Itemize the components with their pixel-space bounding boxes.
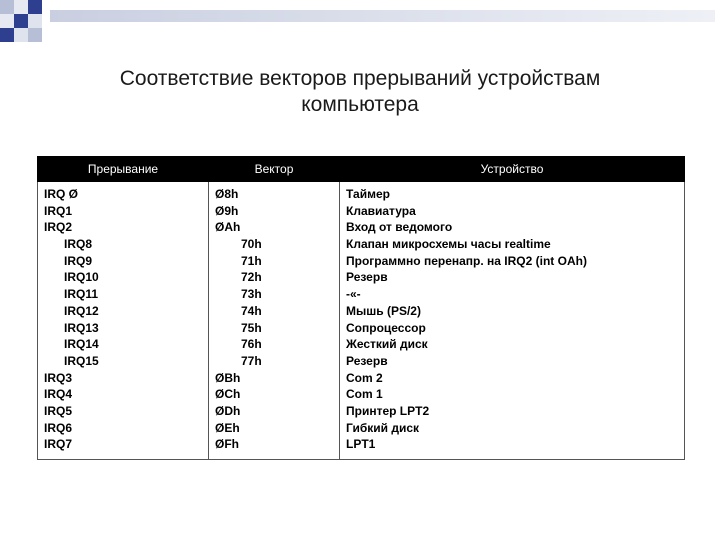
vector-cell: 70h — [241, 237, 262, 252]
decor-square — [28, 0, 42, 14]
top-decor-bar — [50, 10, 715, 22]
vector-cell: ØBh — [215, 370, 241, 385]
decor-square — [14, 14, 28, 28]
vector-cell: ØAh — [215, 220, 241, 235]
interrupt-cell: IRQ6 — [44, 420, 73, 435]
vector-cell: Ø9h — [215, 203, 239, 218]
table-body-row — [38, 182, 685, 460]
interrupt-cell: IRQ12 — [64, 303, 99, 318]
vector-cell: ØCh — [215, 387, 241, 402]
device-cell: Гибкий диск — [346, 420, 420, 435]
decor-square — [0, 0, 14, 14]
vector-cell: ØEh — [215, 420, 240, 435]
vector-cell: Ø8h — [215, 187, 239, 201]
slide-title — [60, 66, 660, 118]
interrupt-cell: IRQ15 — [64, 353, 99, 368]
device-cell: Жесткий диск — [346, 337, 428, 352]
interrupt-cell: IRQ13 — [64, 320, 99, 335]
device-cell: Вход от ведомого — [346, 220, 453, 235]
interrupt-cell: IRQ11 — [64, 287, 99, 302]
device-cell: Com 1 — [346, 387, 383, 402]
device-cell: -«- — [346, 287, 361, 302]
title-line-2: компьютера — [301, 93, 419, 116]
interrupt-column — [38, 182, 209, 460]
device-cell: Таймер — [346, 187, 390, 201]
vector-cell: 77h — [241, 353, 262, 368]
vector-cell: 71h — [241, 253, 262, 268]
vector-cell: 72h — [241, 270, 262, 285]
table-header-row — [38, 157, 685, 182]
device-cell: Клапан микросхемы часы realtime — [346, 237, 551, 252]
interrupt-cell: IRQ3 — [44, 370, 73, 385]
interrupt-cell: IRQ4 — [44, 387, 73, 402]
device-cell: Мышь (PS/2) — [346, 303, 421, 318]
decor-square — [14, 0, 28, 14]
vector-cell: ØFh — [215, 437, 239, 452]
device-cell: LPT1 — [346, 437, 376, 452]
title-line-1: Соответствие векторов прерываний устройствам — [119, 67, 601, 90]
device-column — [340, 182, 685, 460]
decor-square — [0, 28, 14, 42]
device-cell: Резерв — [346, 270, 388, 285]
decor-square — [28, 14, 42, 28]
device-cell: Com 2 — [346, 370, 383, 385]
interrupt-cell: IRQ5 — [44, 403, 73, 418]
device-cell: Программно перенапр. на IRQ2 (int OAh) — [346, 253, 587, 268]
vector-cell: 75h — [241, 320, 262, 335]
decor-square — [28, 28, 42, 42]
device-cell: Клавиатура — [346, 203, 416, 218]
interrupt-vector-table — [37, 156, 685, 460]
device-cell: Резерв — [346, 353, 388, 368]
decor-square — [14, 28, 28, 42]
interrupt-cell: IRQ1 — [44, 203, 73, 218]
header-device: Устройство — [340, 157, 685, 182]
interrupt-cell: IRQ10 — [64, 270, 99, 285]
interrupt-cell: IRQ14 — [64, 337, 99, 352]
interrupt-cell: IRQ7 — [44, 437, 73, 452]
vector-cell: 74h — [241, 303, 262, 318]
vector-cell: 76h — [241, 337, 262, 352]
header-vector: Вектор — [209, 157, 340, 182]
interrupt-cell: IRQ8 — [64, 237, 93, 252]
vector-cell: 73h — [241, 287, 262, 302]
device-cell: Принтер LPT2 — [346, 403, 430, 418]
interrupt-cell: IRQ Ø — [44, 187, 79, 201]
header-interrupt: Прерывание — [38, 157, 209, 182]
interrupt-cell: IRQ9 — [64, 253, 93, 268]
vector-cell: ØDh — [215, 403, 241, 418]
device-cell: Сопроцессор — [346, 320, 426, 335]
interrupt-cell: IRQ2 — [44, 220, 73, 235]
vector-column — [209, 182, 340, 460]
decor-square — [0, 14, 14, 28]
